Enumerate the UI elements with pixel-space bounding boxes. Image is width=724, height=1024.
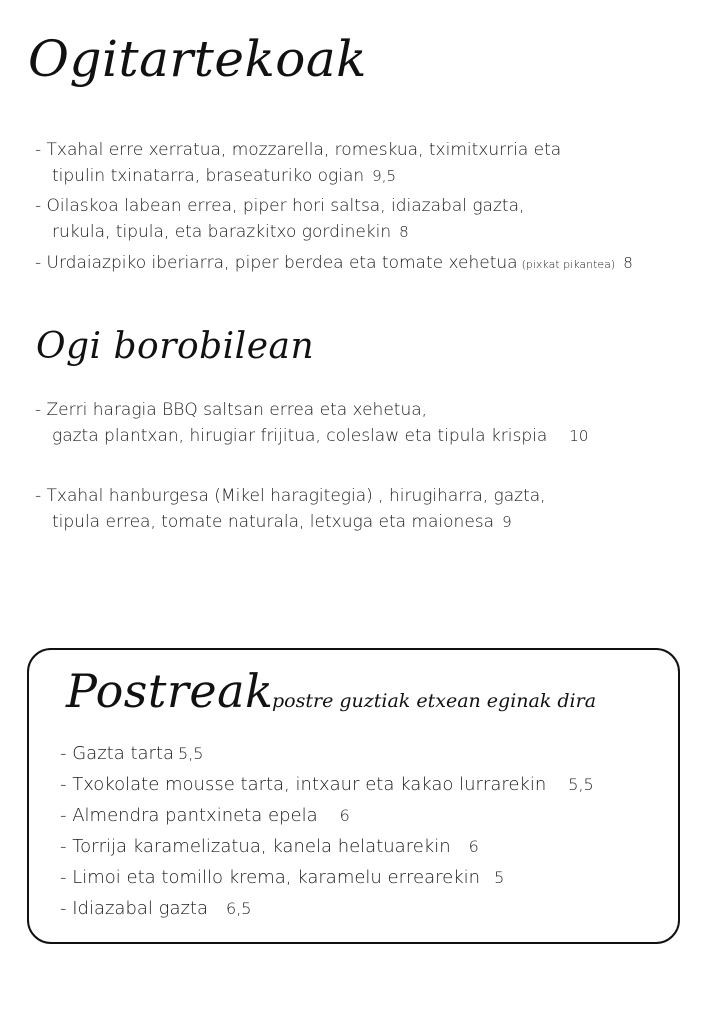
item-note: (pixkat pikantea) <box>521 258 616 271</box>
dessert-item <box>60 800 594 831</box>
item-price: 10 <box>569 427 589 445</box>
item-price: 8 <box>623 254 633 272</box>
dessert-price: 5,5 <box>178 744 204 763</box>
dessert-item <box>60 769 594 800</box>
dessert-name: - Gazta tarta <box>60 743 175 764</box>
item-line <box>35 219 524 245</box>
dessert-item <box>60 893 594 924</box>
dessert-list <box>60 738 594 924</box>
dessert-price: 5,5 <box>568 775 594 794</box>
item-line-text: tipula errea, tomate naturala, letxuga eta maionesa <box>52 512 495 532</box>
dessert-name: - Txokolate mousse tarta, intxaur eta kakao lurrarekin <box>60 774 547 795</box>
dessert-name: - Almendra pantxineta epela <box>60 805 318 826</box>
item-line: - Zerri haragia BBQ saltsan errea eta xehetua, <box>35 400 428 420</box>
menu-item <box>35 250 633 278</box>
item-line-text: tipulin txinatarra, braseaturiko ogian <box>52 166 365 186</box>
item-price: 9,5 <box>372 167 397 185</box>
menu-item <box>35 193 524 245</box>
section-subtitle: postre guztiak etxean eginak dira <box>272 690 597 712</box>
dessert-item <box>60 831 594 862</box>
item-line <box>35 509 546 535</box>
section-title-postreak: Postreak <box>66 664 274 718</box>
item-line-text: rukula, tipula, eta barazkitxo gordinekin <box>52 222 392 242</box>
section-title-ogi-borobilean: Ogi borobilean <box>36 326 315 367</box>
dessert-item <box>60 862 594 893</box>
item-line-text: gazta plantxan, hirugiar frijitua, coleslaw eta tipula krispia <box>52 426 548 446</box>
item-price: 9 <box>502 513 512 531</box>
dessert-price: 6,5 <box>226 899 252 918</box>
dessert-name: - Limoi eta tomillo krema, karamelu errearekin <box>60 867 481 888</box>
menu-item <box>35 137 561 189</box>
item-line <box>35 250 633 278</box>
section-title-ogitartekoak: Ogitartekoak <box>28 30 367 88</box>
dessert-price: 5 <box>494 868 505 887</box>
dessert-price: 6 <box>468 837 479 856</box>
item-line: - Oilaskoa labean errea, piper hori saltsa, idiazabal gazta, <box>35 196 525 216</box>
menu-item <box>35 483 546 535</box>
item-line <box>35 423 588 449</box>
dessert-name: - Idiazabal gazta <box>60 898 209 919</box>
dessert-item <box>60 738 594 769</box>
item-line: - Txahal erre xerratua, mozzarella, romeskua, tximitxurria eta <box>35 140 562 160</box>
dessert-price: 6 <box>339 806 350 825</box>
item-line-text: - Urdaiazpiko iberiarra, piper berdea eta tomate xehetua <box>35 253 518 273</box>
menu-item <box>35 397 588 449</box>
dessert-name: - Torrija karamelizatua, kanela helatuarekin <box>60 836 451 857</box>
item-line: - Txahal hanburgesa (Mikel haragitegia) , hirugiharra, gazta, <box>35 486 546 506</box>
item-price: 8 <box>399 223 409 241</box>
item-line <box>35 163 561 189</box>
